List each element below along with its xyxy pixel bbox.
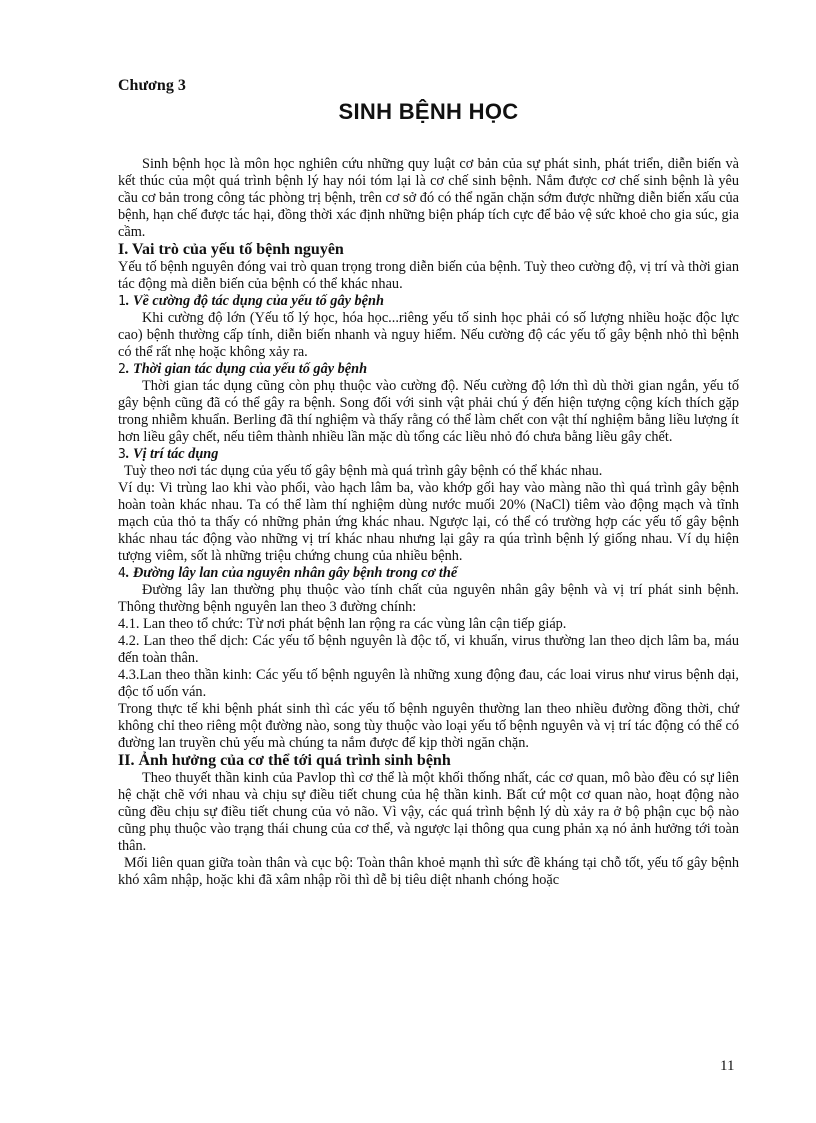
list-item-4-2: 4.2. Lan theo thể dịch: Các yếu tố bệnh nguyên là độc tố, vi khuẩn, virus thường lan theo dịch lâm ba, máu đến toàn thân. xyxy=(118,633,739,666)
subsection-3-number: 3 xyxy=(118,447,126,462)
subsection-2-title: . Thời gian tác dụng của yếu tố gây bệnh xyxy=(125,361,368,377)
page-content xyxy=(118,76,739,889)
chapter-label: Chương 3 xyxy=(118,77,186,94)
section-2-paragraph-2: Mối liên quan giữa toàn thân và cục bộ: Toàn thân khoẻ mạnh thì sức đề kháng tại chỗ tốt, yếu tố gây bệnh khó xâm nhập, hoặc khi đã xâm nhập rồi thì dễ bị tiêu diệt nhanh chóng hoặc xyxy=(118,855,739,888)
list-item-4-1: 4.1. Lan theo tổ chức: Từ nơi phát bệnh lan rộng ra các vùng lân cận tiếp giáp. xyxy=(118,616,567,632)
subsection-3-paragraph-2: Ví dụ: Vi trùng lao khi vào phổi, vào hạch lâm ba, vào khớp gối hay vào màng não thì quá trình gây bệnh hoàn toàn khác nhau. Ta có thể làm thí nghiệm dùng nước muối 20% (NaCl) tiêm vào động mạch và tĩnh mạch của thỏ ta thấy có những phản ứng khác nhau. Ngược lại, có thể có trường hợp các yếu tố gây bệnh khác nhau tác động vào những vị trí khác nhau nhưng lại gây ra qúa trình bệnh lý giống nhau. Ví dụ hiện tượng viêm, sốt là những triệu chứng chung của nhiều bệnh. xyxy=(118,480,739,564)
page-number: 11 xyxy=(720,1058,735,1074)
subsection-3-title: . Vị trí tác dụng xyxy=(125,446,219,462)
subsection-3-paragraph-1: Tuỳ theo nơi tác dụng của yếu tố gây bệnh mà quá trình gây bệnh có thể khác nhau. xyxy=(124,463,603,479)
subsection-1-paragraph: Khi cường độ lớn (Yếu tố lý học, hóa học...riêng yếu tố sinh học phải có số lượng nhiều hoặc độc lực cao) bệnh thường cấp tính, diễn biến nhanh và nguy hiểm. Nếu cường độ các yếu tố gây bệnh nhỏ thì bệnh có thể rất nhẹ hoặc không xảy ra. xyxy=(118,310,739,360)
subsection-1-title: . Về cường độ tác dụng của yếu tố gây bệnh xyxy=(125,293,384,309)
subsection-2-heading xyxy=(118,361,739,378)
list-item-4-3: 4.3.Lan theo thần kinh: Các yếu tố bệnh nguyên là những xung động đau, các loai virus như virus bệnh dại, độc tố uốn ván. xyxy=(118,667,739,700)
subsection-2-number: 2 xyxy=(118,362,126,377)
subsection-1-heading xyxy=(118,293,739,310)
section-1-paragraph: Yếu tố bệnh nguyên đóng vai trò quan trọng trong diễn biến của bệnh. Tuỳ theo cường độ, vị trí và thời gian tác động mà diễn biến của bệnh có thể khác nhau. xyxy=(118,259,739,292)
subsection-4-heading xyxy=(118,565,739,582)
subsection-1-number: 1 xyxy=(118,294,126,309)
subsection-4-paragraph-2: Trong thực tế khi bệnh phát sinh thì các yếu tố bệnh nguyên thường lan theo nhiều đường đồng thời, chứ không chỉ theo riêng một đường nào, song tùy thuộc vào loại yếu tố bệnh nguyên và vị trí tác động có thể có đường lan truyền chủ yếu mà chúng ta nắm được để kịp thời ngăn chặn. xyxy=(118,701,739,751)
section-1-heading: I. Vai trò của yếu tố bệnh nguyên xyxy=(118,241,344,258)
subsection-4-number: 4 xyxy=(118,566,126,581)
subsection-3-heading xyxy=(118,446,739,463)
section-2-paragraph-1: Theo thuyết thần kinh của Pavlop thì cơ thể là một khối thống nhất, các cơ quan, mô bào đều có sự liên hệ chặt chẽ với nhau và chịu sự điều tiết chung của hệ thần kinh. Bất cứ một cơ quan nào, hoạt động nào cũng đều chịu sự điều tiết chung của vỏ não. Vì vậy, các quá trình bệnh lý dù xảy ra ở bộ phận cục bộ nào cũng phụ thuộc vào trạng thái chung của cơ thể, và ngược lại thông qua cung phản xạ nó ảnh hưởng tới toàn thân. xyxy=(118,770,739,854)
subsection-4-paragraph-1: Đường lây lan thường phụ thuộc vào tính chất của nguyên nhân gây bệnh và vị trí phát sinh bệnh. Thông thường bệnh nguyên lan theo 3 đường chính: xyxy=(118,582,739,615)
page-title: SINH BỆNH HỌC xyxy=(338,99,519,124)
intro-paragraph: Sinh bệnh học là môn học nghiên cứu những quy luật cơ bản của sự phát sinh, phát triển, diễn biến và kết thúc của một quá trình bệnh lý hay nói tóm lại là cơ chế sinh bệnh. Nắm được cơ chế sinh bệnh là yêu cầu cơ bản trong công tác phòng trị bệnh, trên cơ sở đó có thể ngăn chặn sớm được những diễn biến xấu của bệnh, hạn chế được tác hại, đồng thời xác định những biện pháp tích cực để bảo vệ sức khoẻ cho gia súc, gia cầm. xyxy=(118,156,739,240)
subsection-2-paragraph: Thời gian tác dụng cũng còn phụ thuộc vào cường độ. Nếu cường độ lớn thì dù thời gian ngắn, yếu tố gây bệnh cũng đã có thể gây ra bệnh. Song đối với sinh vật phải chú ý đến hiện tượng cộng kích thích gặp trong nhiễm khuẩn. Berling đã thí nghiệm và thấy rằng có thể làm chết con vật thí nghiệm bằng liều lượng ít hơn liều gây chết, nếu tiêm thành nhiều lần mặc dù tổng các liều nhỏ đó chưa bằng liều gây chết. xyxy=(118,378,739,445)
section-2-heading: II. Ảnh hưởng của cơ thể tới quá trình sinh bệnh xyxy=(118,752,451,769)
subsection-4-title: . Đường lây lan của nguyên nhân gây bệnh trong cơ thể xyxy=(125,565,458,581)
